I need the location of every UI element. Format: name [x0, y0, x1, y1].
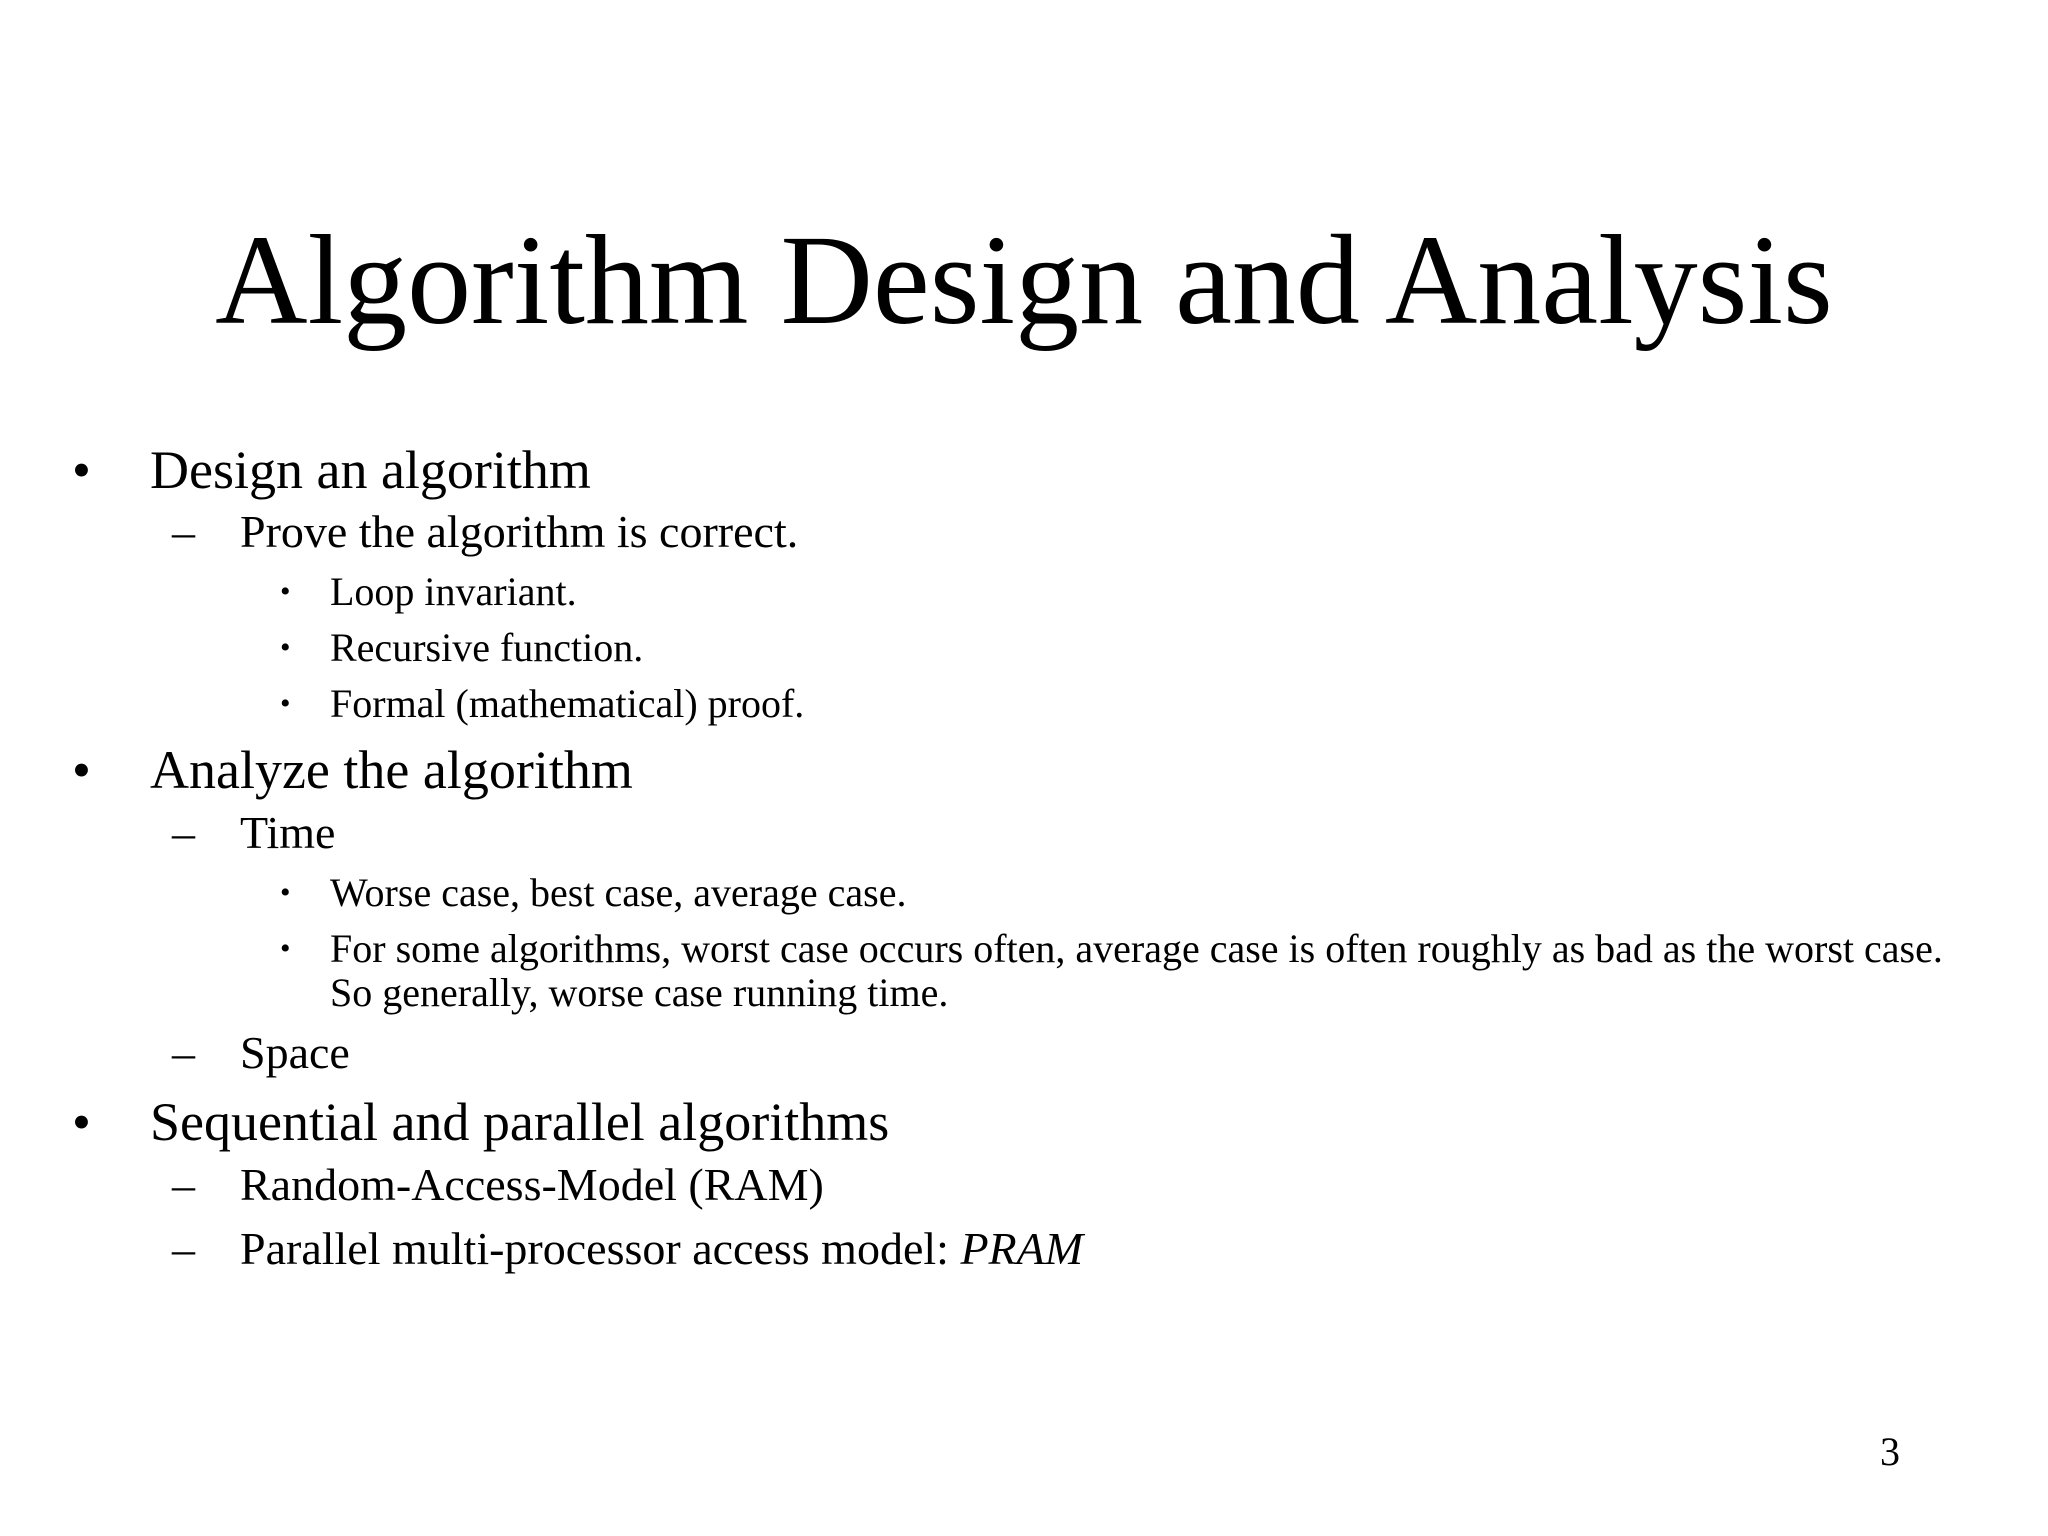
dash-marker: – [172, 1027, 195, 1078]
subbullet-text: Random-Access-Model (RAM) [240, 1159, 824, 1210]
bullet-marker: • [280, 876, 291, 909]
dash-marker: – [172, 506, 195, 557]
bullet-text: Analyze the algorithm [150, 740, 633, 800]
bullet-marker: • [72, 1092, 91, 1152]
subbullet-text: Time [240, 807, 336, 858]
subbullet-text: Prove the algorithm is correct. [240, 506, 799, 557]
bullet-marker: • [280, 631, 291, 664]
subsubbullet-text: Recursive function. [330, 625, 644, 670]
pram-emphasis: PRAM [960, 1223, 1084, 1274]
slide-title: Algorithm Design and Analysis [215, 209, 1833, 351]
bullet-marker: • [72, 440, 91, 500]
dash-marker: – [172, 1159, 195, 1210]
subsubbullet-text: Formal (mathematical) proof. [330, 681, 805, 726]
bullet-marker: • [280, 687, 291, 720]
subsubbullet-text: Worse case, best case, average case. [330, 870, 907, 915]
subbullet-text [240, 1221, 1083, 1277]
bullet-marker: • [280, 932, 291, 965]
bullet-text: Sequential and parallel algorithms [150, 1092, 890, 1152]
bullet-marker: • [280, 575, 291, 608]
page-number: 3 [1880, 1429, 1900, 1474]
subsubbullet-text: For some algorithms, worst case occurs often, average case is often roughly as bad as the worst case. So generally, worse case running time. [330, 926, 1943, 1015]
bullet-marker: • [72, 740, 91, 800]
bullet-text: Design an algorithm [150, 440, 591, 500]
pram-prefix: Parallel multi-processor access model: [240, 1223, 961, 1274]
subsubbullet-text: Loop invariant. [330, 569, 577, 614]
dash-marker: – [172, 1223, 195, 1274]
dash-marker: – [172, 807, 195, 858]
subbullet-text: Space [240, 1027, 350, 1078]
